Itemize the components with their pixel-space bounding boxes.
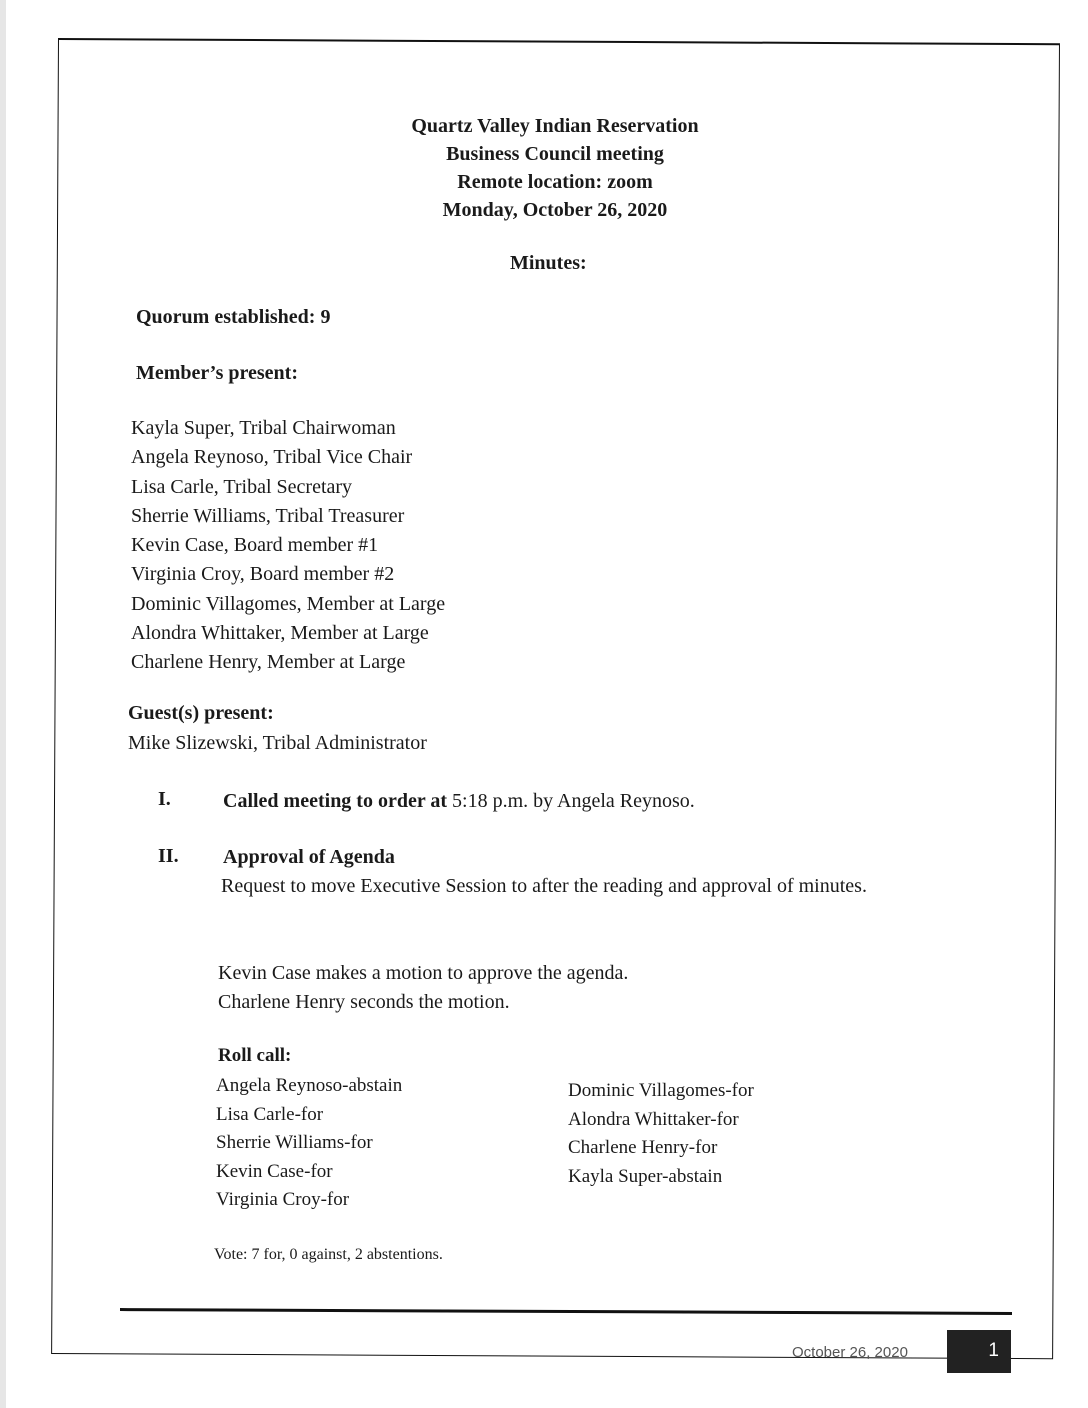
member-item: Sherrie Williams, Tribal Treasurer (131, 504, 405, 527)
member-item: Dominic Villagomes, Member at Large (131, 592, 446, 615)
roll-call-entry: Virginia Croy-for (216, 1189, 350, 1210)
members-heading: Member’s present: (136, 362, 298, 384)
vote-result: Vote: 7 for, 0 against, 2 abstentions. (214, 1246, 443, 1263)
roll-call-entry: Angela Reynoso-abstain (216, 1075, 403, 1096)
document-header (330, 112, 780, 224)
agenda-request: Request to move Executive Session to after the reading and approval of minutes. (221, 875, 867, 897)
roll-call-entry: Kayla Super-abstain (568, 1165, 723, 1187)
motion-text: Kevin Case makes a motion to approve the agenda. (218, 962, 629, 984)
member-item: Virginia Croy, Board member #2 (131, 563, 395, 586)
quorum-line: Quorum established: 9 (136, 306, 331, 328)
call-to-order-detail: 5:18 p.m. by Angela Reynoso. (447, 790, 695, 812)
item-numeral: II. (158, 845, 179, 867)
roll-call-heading: Roll call: (218, 1045, 292, 1066)
item-title: Approval of Agenda (223, 846, 395, 868)
roll-call-entry: Alondra Whittaker-for (568, 1108, 739, 1130)
call-to-order-label: Called meeting to order at (223, 790, 448, 812)
member-item: Lisa Carle, Tribal Secretary (131, 475, 353, 498)
meeting-date: Monday, October 26, 2020 (442, 199, 668, 221)
roll-call-entry: Lisa Carle-for (216, 1103, 324, 1125)
second-text: Charlene Henry seconds the motion. (218, 991, 510, 1013)
page-border (51, 38, 1060, 1359)
member-item: Alondra Whittaker, Member at Large (131, 622, 429, 645)
roll-call-right (568, 1077, 754, 1191)
member-item: Kevin Case, Board member #1 (131, 534, 379, 557)
org-name: Quartz Valley Indian Reservation (411, 115, 699, 137)
item-numeral: I. (158, 788, 171, 810)
roll-call-entry: Charlene Henry-for (568, 1137, 718, 1158)
page-number: 1 (947, 1330, 1011, 1373)
meeting-location: Remote location: zoom (457, 171, 653, 193)
minutes-title: Minutes: (510, 252, 587, 274)
scan-edge (0, 0, 6, 1408)
roll-call-left (216, 1072, 402, 1215)
members-list (131, 414, 445, 678)
item-call-to-order (223, 790, 695, 813)
roll-call-entry: Kevin Case-for (216, 1160, 333, 1182)
roll-call-entry: Sherrie Williams-for (216, 1132, 373, 1153)
roll-call-entry: Dominic Villagomes-for (568, 1080, 754, 1101)
meeting-name: Business Council meeting (446, 143, 664, 165)
member-item: Angela Reynoso, Tribal Vice Chair (131, 446, 413, 469)
footer-date: October 26, 2020 (792, 1344, 908, 1361)
guest-item: Mike Slizewski, Tribal Administrator (128, 732, 427, 754)
member-item: Kayla Super, Tribal Chairwoman (131, 417, 396, 439)
member-item: Charlene Henry, Member at Large (131, 651, 406, 674)
guests-heading: Guest(s) present: (128, 702, 274, 724)
